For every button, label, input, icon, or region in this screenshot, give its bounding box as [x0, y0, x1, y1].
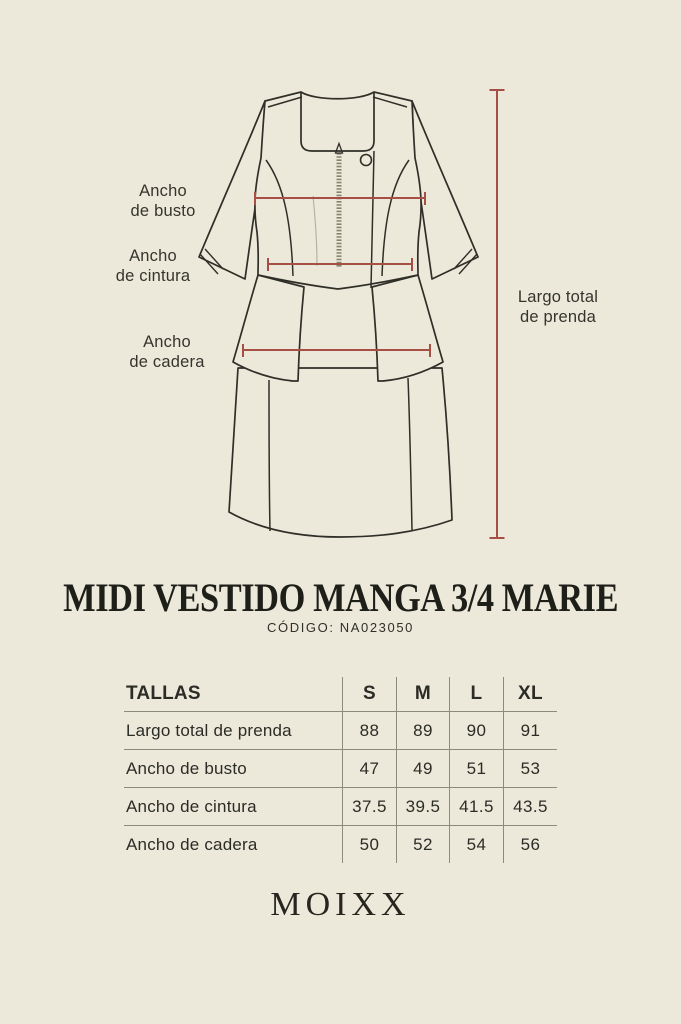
- waist-label: [88, 246, 218, 286]
- size-table: [124, 677, 557, 863]
- dress-skirt: [229, 368, 452, 537]
- table-cell: 43.5: [503, 788, 557, 826]
- page-title: MIDI VESTIDO MANGA 3/4 MARIE: [63, 575, 618, 620]
- table-cell: 90: [449, 712, 503, 750]
- table-header-size-l: L: [449, 677, 503, 712]
- table-cell: 37.5: [342, 788, 396, 826]
- product-code: CÓDIGO: NA023050: [267, 620, 414, 635]
- bust-label: [98, 181, 228, 221]
- table-header-tallas: TALLAS: [124, 677, 342, 712]
- hip-label-line1: Ancho: [143, 333, 191, 351]
- table-cell: 54: [449, 826, 503, 863]
- waist-label-line2: de cintura: [115, 267, 191, 285]
- table-row-label: Ancho de cintura: [124, 788, 342, 826]
- table-row-label: Ancho de cadera: [126, 834, 258, 854]
- table-cell: 88: [342, 712, 396, 750]
- hip-label: [102, 332, 232, 372]
- length-label-line2: de prenda: [519, 308, 597, 326]
- table-cell: 41.5: [449, 788, 503, 826]
- table-cell: 51: [449, 750, 503, 788]
- table-header-size-m: M: [396, 677, 449, 712]
- table-cell: 49: [396, 750, 449, 788]
- brand-logo: MOIXX: [270, 886, 411, 923]
- table-row-label: Ancho de busto: [124, 750, 342, 788]
- table-header-size-xl: XL: [503, 677, 557, 712]
- length-label-line1: Largo total: [517, 288, 599, 306]
- title-wrap: [0, 574, 681, 621]
- table-cell: 53: [503, 750, 557, 788]
- hip-label-line2: de cadera: [129, 353, 205, 371]
- bust-label-line2: de busto: [130, 202, 196, 220]
- table-cell: 91: [503, 712, 557, 750]
- length-label: [493, 287, 623, 327]
- table-cell: 47: [342, 750, 396, 788]
- table-cell: 39.5: [396, 788, 449, 826]
- table-cell: 56: [503, 826, 557, 863]
- table-cell: 89: [396, 712, 449, 750]
- table-cell: 50: [342, 826, 396, 863]
- bust-label-line1: Ancho: [139, 182, 187, 200]
- table-cell: 52: [396, 826, 449, 863]
- table-row-label: Largo total de prenda: [124, 712, 342, 750]
- table-header-size-s: S: [342, 677, 396, 712]
- dress-peplum: [233, 275, 443, 381]
- waist-label-line1: Ancho: [129, 247, 177, 265]
